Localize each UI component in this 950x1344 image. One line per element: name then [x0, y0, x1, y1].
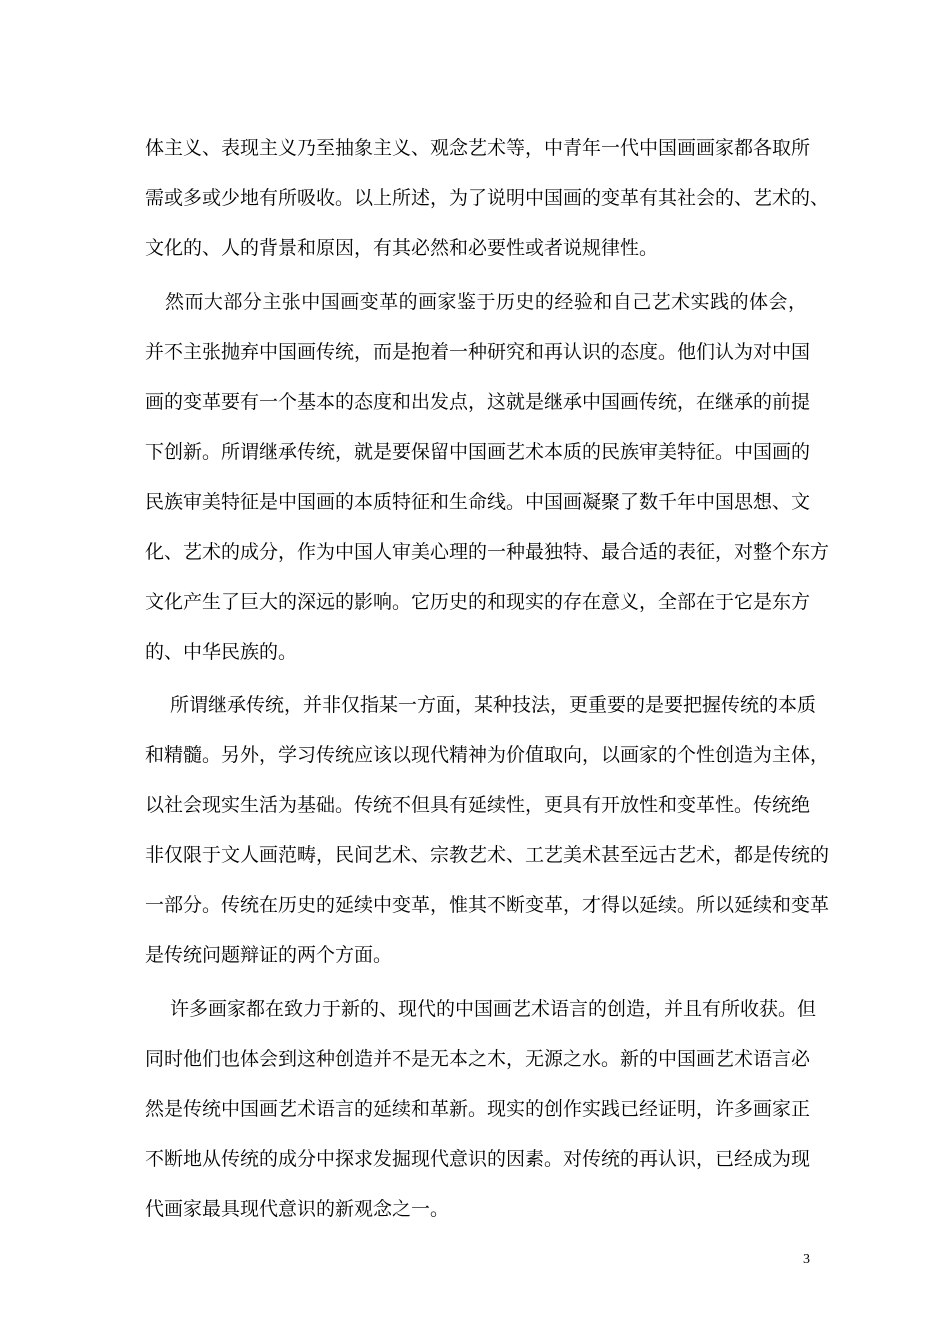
text-line: 需或多或少地有所吸收。以上所述，为了说明中国画的变革有其社会的、艺术的、: [145, 187, 830, 209]
text-line: 所谓继承传统，并非仅指某一方面，某种技法，更重要的是要把握传统的本质: [170, 694, 817, 716]
text-line: 和精髓。另外，学习传统应该以现代精神为价值取向，以画家的个性创造为主体，: [145, 744, 830, 766]
text-line: 并不主张抛弃中国画传统，而是抱着一种研究和再认识的态度。他们认为对中国: [145, 341, 811, 363]
text-line: 代画家最具现代意识的新观念之一。: [145, 1198, 450, 1220]
text-line: 同时他们也体会到这种创造并不是无本之木，无源之水。新的中国画艺术语言必: [145, 1048, 811, 1070]
text-line: 然是传统中国画艺术语言的延续和革新。现实的创作实践已经证明，许多画家正: [145, 1098, 811, 1120]
text-line: 化、艺术的成分，作为中国人审美心理的一种最独特、最合适的表征，对整个东方: [145, 541, 830, 563]
text-line: 体主义、表现主义乃至抽象主义、观念艺术等，中青年一代中国画画家都各取所: [145, 137, 811, 159]
text-line: 文化产生了巨大的深远的影响。它历史的和现实的存在意义，全部在于它是东方: [145, 591, 811, 613]
text-line: 不断地从传统的成分中探求发掘现代意识的因素。对传统的再认识，已经成为现: [145, 1148, 811, 1170]
text-line: 下创新。所谓继承传统，就是要保留中国画艺术本质的民族审美特征。中国画的: [145, 441, 811, 463]
text-line: 是传统问题辩证的两个方面。: [145, 944, 393, 966]
text-line: 许多画家都在致力于新的、现代的中国画艺术语言的创造，并且有所收获。但: [170, 998, 817, 1020]
text-line: 画的变革要有一个基本的态度和出发点，这就是继承中国画传统，在继承的前提: [145, 391, 811, 413]
text-line: 以社会现实生活为基础。传统不但具有延续性，更具有开放性和变革性。传统绝: [145, 794, 811, 816]
text-line: 的、中华民族的。: [145, 641, 298, 663]
text-line: 民族审美特征是中国画的本质特征和生命线。中国画凝聚了数千年中国思想、文: [145, 491, 811, 513]
text-line: 一部分。传统在历史的延续中变革，惟其不断变革，才得以延续。所以延续和变革: [145, 894, 830, 916]
text-line: 文化的、人的背景和原因，有其必然和必要性或者说规律性。: [145, 237, 659, 259]
text-line: 然而大部分主张中国画变革的画家鉴于历史的经验和自己艺术实践的体会，: [165, 291, 807, 313]
text-line: 非仅限于文人画范畴，民间艺术、宗教艺术、工艺美术甚至远古艺术，都是传统的: [145, 844, 830, 866]
page-number: 3: [803, 1252, 810, 1267]
